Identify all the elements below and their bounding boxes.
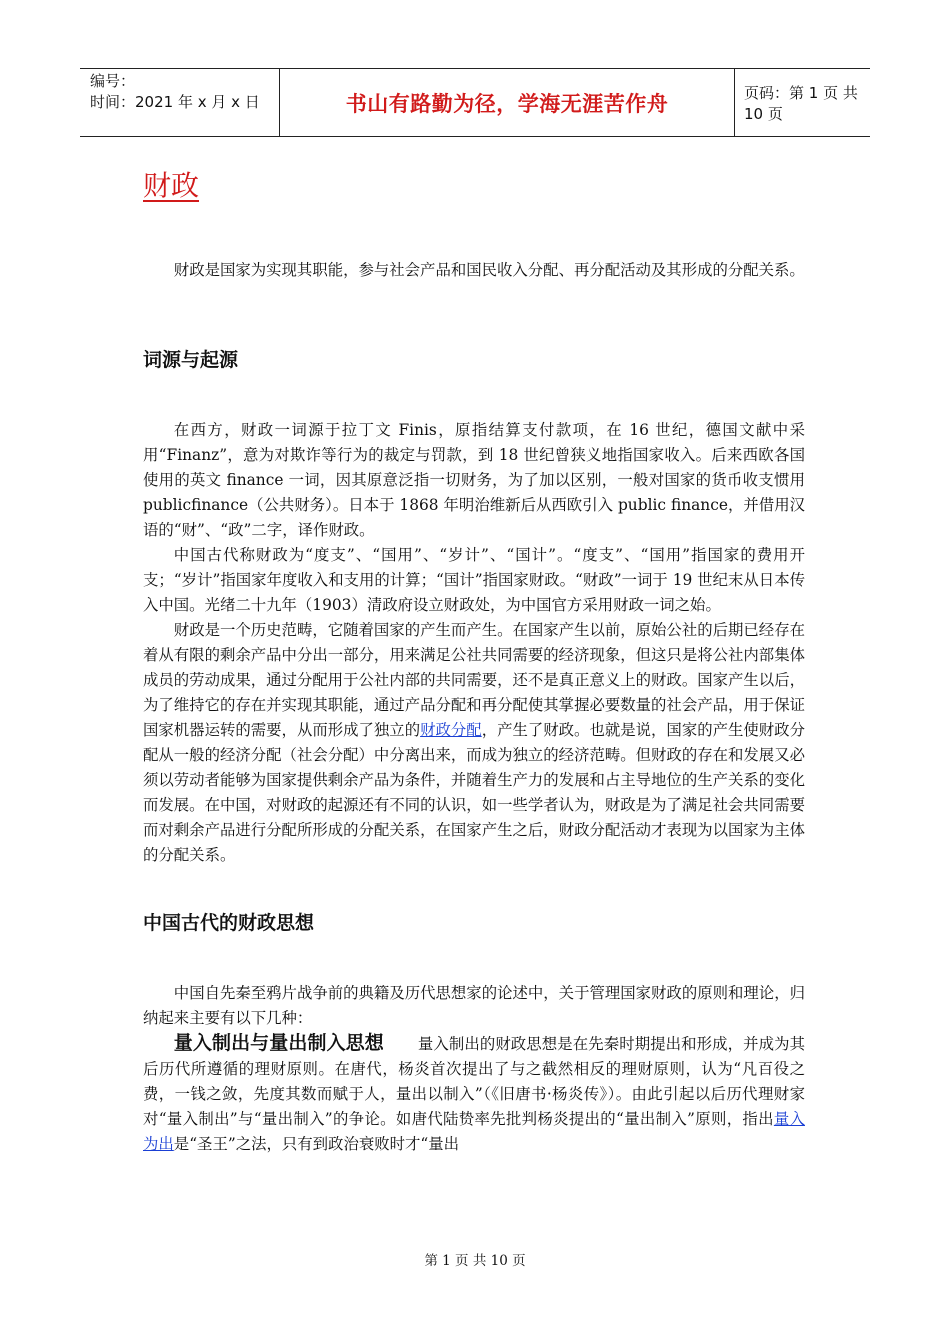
number-label: 编号： (90, 72, 136, 90)
origin-p3-text-b: ，产生了财政。也就是说，国家的产生使财政分配从一般的经济分配（社会分配）中分离出来，而成为独立的经济范畴。但财政的存在和发展又必须以劳动者能够为国家提供剩余产品为条件，并随着生产力的发展和占主导地位的生产关系的变化而发展。在中国，对财政的起源还有不同的认识，如一些学者认为，财政是为了满足社会共同需要而对剩余产品进行分配所形成的分配关系，在国家产生之后，财政分配活动才表现为以国家为主体的分配关系。 (143, 721, 805, 864)
document-title: 财政 (143, 169, 200, 202)
ancient-p2-text-a: 量入制出的财政思想是在先秦时期提出和形成，并成为其后历代所遵循的理财原则。在唐代，杨炎首次提出了与之截然相反的理财原则，认为“凡百役之费，一钱之敛，先度其数而赋于人，量出以制入”（《旧唐书·杨炎传》）。由此引起以后历代理财家对“量入制出”与“量出制入”的争论。如唐代陆贽率先批判杨炎提出的“量出制入”原则，指出 (143, 1035, 805, 1128)
origin-p3-text-a: 财政是一个历史范畴，它随着国家的产生而产生。在国家产生以前，原始公社的后期已经存在着从有限的剩余产品中分出一部分，用来满足公社共同需要的经济现象，但这只是将公社内部集体成员的劳动成果，通过分配用于公社内部的共同需要，还不是真正意义上的财政。国家产生以后，为了维持它的存在并实现其职能，通过产品分配和再分配使其掌握必要数量的社会产品，用于保证国家机器运转的需要，从而形成了独立的 (143, 621, 805, 739)
intro-paragraph: 财政是国家为实现其职能，参与社会产品和国民收入分配、再分配活动及其形成的分配关系。 (173, 261, 805, 279)
time-label: 时间：2021 年 x 月 x 日 (90, 93, 260, 111)
ancient-paragraph-1: 中国自先秦至鸦片战争前的典籍及历代思想家的论述中，关于管理国家财政的原则和理论，归纳起来主要有以下几种： (143, 984, 805, 1027)
document-body (143, 258, 805, 1157)
page-header (80, 68, 870, 137)
ancient-subheading: 量入制出与量出制入思想 (173, 1032, 384, 1054)
ancient-heading: 中国古代的财政思想 (143, 912, 315, 934)
origin-paragraph-1: 在西方，财政一词源于拉丁文 Finis，原指结算支付款项，在 16 世纪，德国文献中采用“Finanz”，意为对欺诈等行为的裁定与罚款，到 18 世纪曾狭义地指国家收入。后来西欧各国使用的英文 finance 一词，因其原意泛指一切财务，为了加以区别，一般对国家的货币收支惯用 publicfinance（公共财务）。日本于 1868 年明治维新后从西欧引入 public finance，并借用汉语的“财”、“政”二字，译作财政。 (143, 421, 805, 539)
header-meta (80, 69, 280, 136)
link-fiscal-distribution[interactable]: 财政分配 (420, 721, 482, 739)
ancient-p2-text-b: 是“圣王”之法，只有到政治衰败时才“量出 (173, 1135, 460, 1153)
origin-paragraph-3 (143, 618, 805, 868)
header-motto: 书山有路勤为径，学海无涯苦作舟 (280, 69, 735, 136)
origin-paragraph-2: 中国古代称财政为“度支”、“国用”、“岁计”、“国计”。“度支”、“国用”指国家的费用开支；“岁计”指国家年度收入和支用的计算；“国计”指国家财政。“财政”一词于 19 世纪末从日本传入中国。光绪二十九年（1903）清政府设立财政处，为中国官方采用财政一词之始。 (143, 546, 805, 614)
page-footer: 第 1 页 共 10 页 (424, 1253, 526, 1269)
link-liang-ru-wei-chu[interactable]: 量入为出 (143, 1110, 805, 1153)
ancient-paragraph-2 (143, 1031, 805, 1157)
header-page-info: 页码：第 1 页 共 10 页 (744, 83, 858, 123)
origin-heading: 词源与起源 (143, 349, 239, 371)
